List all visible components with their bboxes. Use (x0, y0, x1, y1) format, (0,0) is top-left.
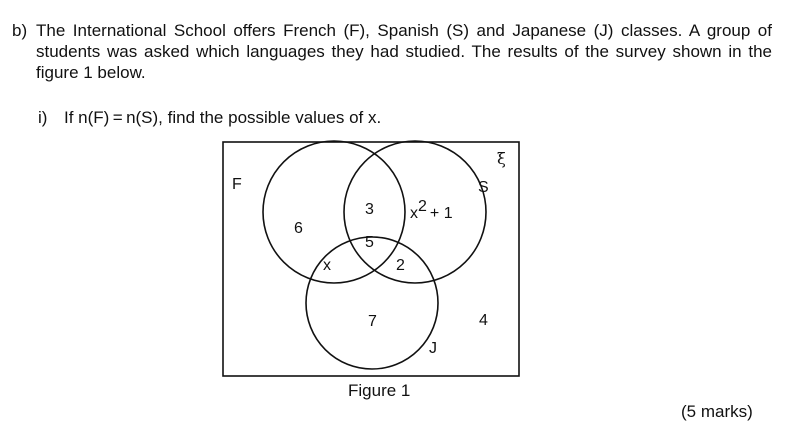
region-S-only (410, 198, 453, 222)
sub-text: If n(F) = n(S), find the possible values of x. (64, 108, 382, 127)
region-S-only-base: x (410, 205, 418, 222)
region-outside: 4 (479, 312, 488, 329)
region-S-and-J: 2 (396, 257, 405, 274)
part-text: The International School offers French (F), Spanish (S) and Japanese (J) classes. A group of students was asked which languages they had studied. The results of the survey shown in the figure 1 below. (36, 21, 772, 82)
region-J-only: 7 (368, 313, 377, 330)
universal-symbol: ξ (497, 149, 506, 168)
sub-marker: i) (38, 108, 48, 127)
universal-set-rectangle (223, 142, 519, 376)
region-S-only-tail: + 1 (429, 205, 453, 222)
marks-label: (5 marks) (681, 402, 753, 421)
region-S-only-exponent: 2 (418, 198, 427, 215)
figure-caption: Figure 1 (348, 381, 411, 400)
label-F: F (232, 176, 242, 193)
region-F-S-J: 5 (365, 234, 374, 251)
label-J: J (429, 340, 437, 357)
region-F-and-S: 3 (365, 201, 374, 218)
part-marker: b) (12, 21, 28, 40)
region-F-and-J: x (323, 257, 331, 274)
label-S: S (478, 179, 489, 196)
region-F-only: 6 (294, 220, 303, 237)
circle-F (263, 141, 405, 283)
